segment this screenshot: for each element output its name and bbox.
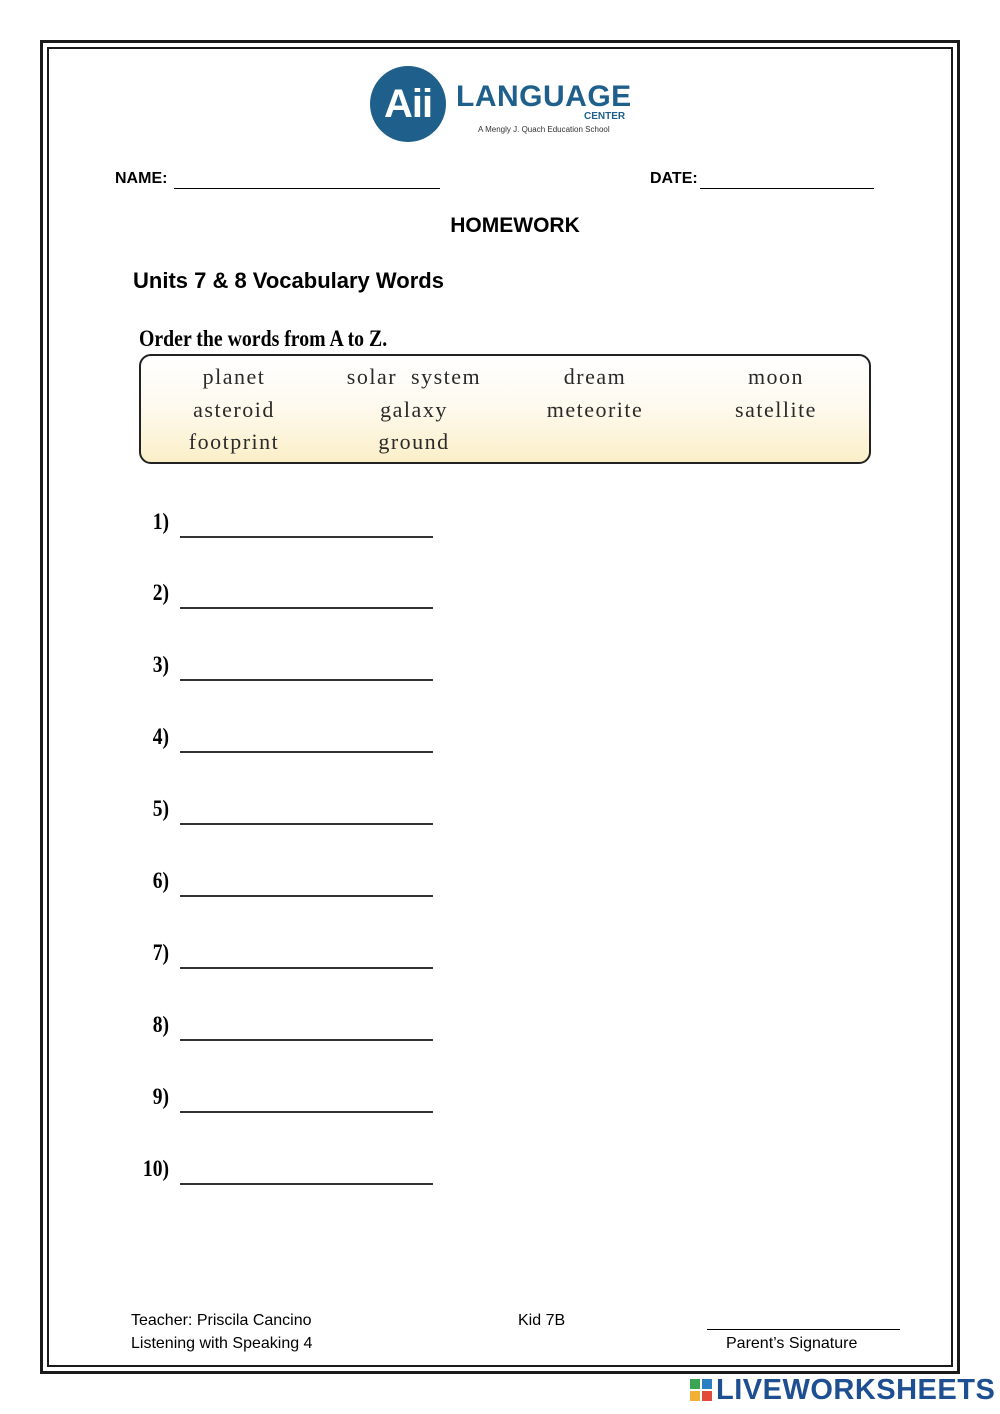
teacher-name: Teacher: Priscila Cancino [131,1312,312,1329]
answer-number: 9) [152,1084,169,1109]
brand-text: LIVEWORKSHEETS [716,1373,996,1406]
page-subtitle: Units 7 & 8 Vocabulary Words [133,268,444,293]
signature-field[interactable] [707,1329,900,1330]
school-logo [370,66,635,144]
answer-line[interactable] [180,823,433,825]
answer-number: 8) [152,1012,169,1037]
answer-line[interactable] [180,751,433,753]
answer-number: 4) [152,724,169,749]
answer-number: 1) [152,509,169,534]
answer-number: 7) [152,940,169,965]
brand-square [690,1379,700,1389]
page-title: HOMEWORK [450,214,580,237]
exercise-instruction: Order the words from A to Z. [139,326,388,351]
word-bank-item: satellite [735,397,817,422]
signature-label: Parent’s Signature [726,1335,858,1352]
answer-line[interactable] [180,679,433,681]
answer-number: 10) [142,1156,169,1181]
answer-line[interactable] [180,895,433,897]
logo-mark: Aii [370,66,446,142]
logo-name: LANGUAGE [456,80,632,113]
word-bank [139,354,871,464]
class-name: Kid 7B [518,1312,566,1329]
logo-tagline: A Mengly J. Quach Education School [478,125,610,134]
answer-line[interactable] [180,1183,433,1185]
word-bank-item: solar system [346,364,482,389]
word-bank-item: galaxy [380,397,448,422]
answer-number: 6) [152,868,169,893]
date-label: DATE: [650,170,698,187]
word-bank-item: dream [563,364,627,389]
liveworksheets-logo [690,1374,995,1406]
word-bank-item: moon [747,364,805,389]
logo-sub: CENTER [584,111,626,122]
word-bank-item: planet [202,364,266,389]
brand-square [702,1391,712,1401]
brand-grid-icon [690,1379,712,1401]
answer-number: 2) [152,580,169,605]
word-bank-item: footprint [188,429,280,454]
brand-square [702,1379,712,1389]
word-bank-item: asteroid [193,397,275,422]
name-label: NAME: [115,170,168,187]
answer-line[interactable] [180,607,433,609]
page-border-inner [47,47,953,1367]
brand-square [690,1391,700,1401]
answer-line[interactable] [180,967,433,969]
course-name: Listening with Speaking 4 [131,1335,313,1352]
name-field[interactable] [174,188,440,189]
answer-number: 5) [152,796,169,821]
answer-line[interactable] [180,536,433,538]
answer-line[interactable] [180,1039,433,1041]
word-bank-item: meteorite [546,397,644,422]
word-bank-item: ground [378,429,450,454]
date-field[interactable] [700,188,874,189]
answer-number: 3) [152,652,169,677]
answer-line[interactable] [180,1111,433,1113]
